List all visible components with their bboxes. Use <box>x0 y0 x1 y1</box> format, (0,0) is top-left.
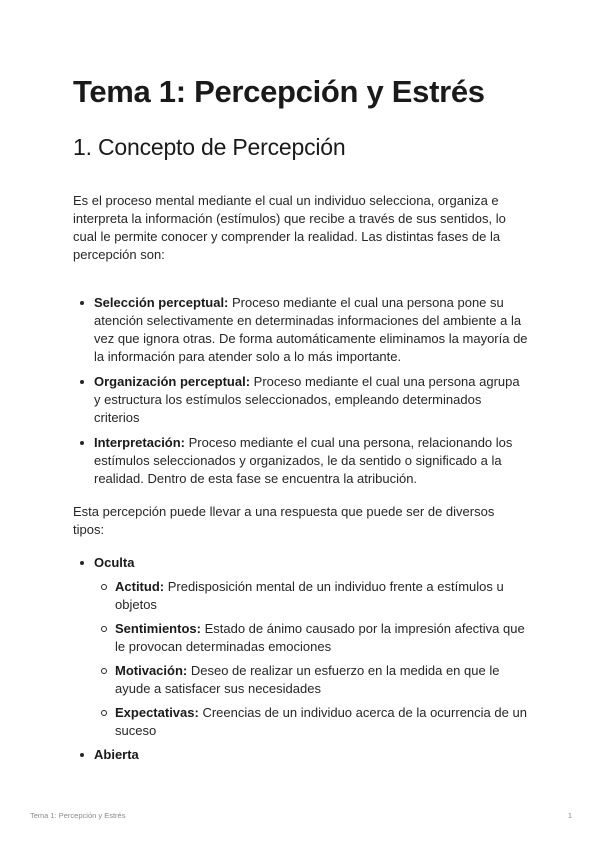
list-item-term: Organización perceptual: <box>94 374 251 389</box>
response-types-list <box>73 554 528 764</box>
section-heading: 1. Concepto de Percepción <box>73 134 346 160</box>
list-item <box>73 746 528 764</box>
intro-paragraph: Es el proceso mental mediante el cual un individuo selecciona, organiza e interpreta la información (estímulos) que recibe a través de sus sentidos, lo cual le permite conocer y comprender la realidad. Las distintas fases de la percepción son: <box>73 193 506 262</box>
page-title: Tema 1: Percepción y Estrés <box>73 74 485 109</box>
list-item <box>73 434 528 488</box>
list-item <box>73 294 528 366</box>
footer-doc-title: Tema 1: Percepción y Estrés <box>30 811 126 820</box>
list-item-term: Abierta <box>94 747 139 762</box>
sub-list-item <box>73 704 528 740</box>
sub-list-item <box>73 620 528 656</box>
list-item-text: Proceso mediante el cual una persona pone su atención selectivamente en determinadas informaciones del ambiente a la vez que ignora otras. De forma automáticamente eliminamos la mayoría de la información para atender solo a lo más importante. <box>94 295 528 364</box>
sub-list-item-term: Sentimientos: <box>115 621 201 636</box>
response-paragraph: Esta percepción puede llevar a una respuesta que puede ser de diversos tipos: <box>73 504 495 537</box>
list-item-term: Selección perceptual: <box>94 295 229 310</box>
sub-list-item-text: Predisposición mental de un individuo frente a estímulos u objetos <box>115 579 504 612</box>
sub-list-item-term: Actitud: <box>115 579 165 594</box>
list-item-term: Interpretación: <box>94 435 186 450</box>
sub-list-item-text: Deseo de realizar un esfuerzo en la medida en que le ayude a satisfacer sus necesidades <box>115 663 500 696</box>
phases-list <box>73 294 528 488</box>
sub-list-item-term: Motivación: <box>115 663 188 678</box>
list-item-term: Oculta <box>94 555 135 570</box>
sub-list-item-text: Creencias de un individuo acerca de la ocurrencia de un suceso <box>115 705 527 738</box>
footer-page-number: 1 <box>567 811 572 820</box>
sub-list-item <box>73 578 528 614</box>
list-item <box>73 373 528 427</box>
list-item-text: Proceso mediante el cual una persona agrupa y estructura los estímulos seleccionados, empleando determinados criterios <box>94 374 520 425</box>
list-item-text: Proceso mediante el cual una persona, relacionando los estímulos seleccionados y organizados, le da sentido o significado a la realidad. Dentro de esta fase se encuentra la atribución. <box>94 435 513 486</box>
list-item <box>73 554 528 572</box>
sub-list-item <box>73 662 528 698</box>
sub-list-item-text: Estado de ánimo causado por la impresión afectiva que le provocan determinadas emociones <box>115 621 525 654</box>
sub-list-item-term: Expectativas: <box>115 705 199 720</box>
